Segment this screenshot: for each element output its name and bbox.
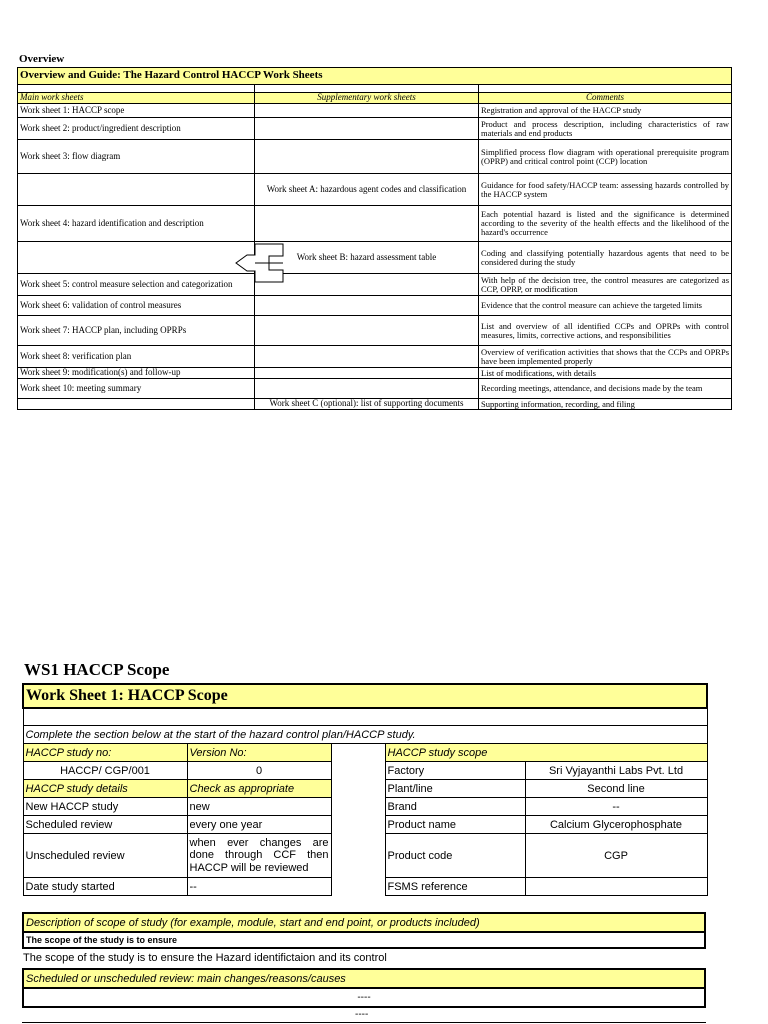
review-label: Scheduled or unscheduled review: main changes/reasons/causes [23,969,705,988]
ws1-instruction: Complete the section below at the start of the hazard control plan/HACCP study. [23,726,707,744]
plant-line-label: Plant/line [385,780,525,798]
check-label: Check as appropriate [187,780,331,798]
overview-row [18,379,732,399]
supplementary-sheet-cell [255,316,479,346]
comment-cell: Supporting information, recording, and filing [479,399,732,410]
scope-short-value[interactable]: The scope of the study is to ensure [23,932,705,948]
supplementary-sheet-cell [255,206,479,242]
description-label: Description of scope of study (for example, module, start and end point, or products included) [23,913,705,932]
product-name-label: Product name [385,816,525,834]
overview-row [18,316,732,346]
column-header-supplementary: Supplementary work sheets [255,93,479,104]
overview-row [18,242,732,274]
spacer-cell [479,85,732,93]
overview-title: Overview and Guide: The Hazard Control HACCP Work Sheets [18,68,732,85]
version-value[interactable]: 0 [187,762,331,780]
overview-row [18,399,732,410]
scope-description-box [22,912,706,949]
comment-cell: With help of the decision tree, the control measures are categorized as CCP, OPRP, or modification [479,274,732,296]
overview-row [18,206,732,242]
separator-cell [331,744,385,896]
ws1-heading: WS1 HACCP Scope [24,660,170,679]
supplementary-sheet-cell [255,274,479,296]
comment-cell: Overview of verification activities that shows that the CCPs and OPRPs have been implemented properly [479,346,732,368]
comment-cell: Each potential hazard is listed and the significance is determined according to the severity of the health effects and the likelihood of the hazard's occurrence [479,206,732,242]
scope-full-text: The scope of the study is to ensure the Hazard identifictaion and its control [23,952,387,964]
ws1-table [22,683,708,896]
blank-row [23,708,707,726]
overview-rows [18,104,732,410]
comment-cell: List and overview of all identified CCPs and OPRPs with control measures, limits, corrective actions, and responsibilities [479,316,732,346]
factory-value[interactable]: Sri Vyjayanthi Labs Pvt. Ltd [525,762,707,780]
brand-label: Brand [385,798,525,816]
spacer-cell [255,85,479,93]
fsms-reference-label: FSMS reference [385,878,525,896]
overview-row [18,118,732,140]
new-study-label: New HACCP study [23,798,187,816]
bottom-divider [22,1022,706,1023]
comment-cell: Product and process description, including characteristics of raw materials and end products [479,118,732,140]
overview-row [18,346,732,368]
plant-line-value[interactable]: Second line [525,780,707,798]
main-sheet-cell: Work sheet 8: verification plan [18,346,255,368]
scheduled-review-label: Scheduled review [23,816,187,834]
supplementary-sheet-cell [255,296,479,316]
new-study-value[interactable]: new [187,798,331,816]
scheduled-review-value[interactable]: every one year [187,816,331,834]
main-sheet-cell [18,399,255,410]
main-sheet-cell: Work sheet 7: HACCP plan, including OPRPs [18,316,255,346]
main-sheet-cell: Work sheet 1: HACCP scope [18,104,255,118]
overview-row [18,274,732,296]
main-sheet-cell [18,242,255,274]
unscheduled-review-value[interactable]: when ever changes are done through CCF then HACCP will be reviewed [187,834,331,878]
overview-row [18,174,732,206]
spacer-cell [18,85,255,93]
comment-cell: Simplified process flow diagram with operational prerequisite program (OPRP) and critical control point (CCP) location [479,140,732,174]
main-sheet-cell: Work sheet 6: validation of control measures [18,296,255,316]
overview-row [18,140,732,174]
comment-cell: List of modifications, with details [479,368,732,379]
supplementary-sheet-cell [255,104,479,118]
date-started-label: Date study started [23,878,187,896]
supplementary-sheet-cell [255,346,479,368]
main-sheet-cell: Work sheet 3: flow diagram [18,140,255,174]
product-code-label: Product code [385,834,525,878]
review-box [22,968,706,1008]
column-header-comments: Comments [479,93,732,104]
overview-row [18,104,732,118]
ws1-title: Work Sheet 1: HACCP Scope [23,684,707,708]
main-sheet-cell: Work sheet 2: product/ingredient description [18,118,255,140]
date-started-value[interactable]: -- [187,878,331,896]
supplementary-sheet-cell: Work sheet A: hazardous agent codes and classification [255,174,479,206]
overview-row [18,296,732,316]
supplementary-sheet-cell [255,379,479,399]
column-header-main: Main work sheets [18,93,255,104]
comment-cell: Guidance for food safety/HACCP team: assessing hazards controlled by the HACCP system [479,174,732,206]
version-label: Version No: [187,744,331,762]
product-name-value[interactable]: Calcium Glycerophosphate [525,816,707,834]
supplementary-sheet-cell: Work sheet C (optional): list of supporting documents [255,399,479,410]
fsms-reference-value[interactable] [525,878,707,896]
brand-value[interactable]: -- [525,798,707,816]
study-scope-label: HACCP study scope [385,744,707,762]
supplementary-sheet-cell [255,368,479,379]
supplementary-sheet-cell: Work sheet B: hazard assessment table [255,242,479,274]
comment-cell: Recording meetings, attendance, and decisions made by the team [479,379,732,399]
study-no-label: HACCP study no: [23,744,187,762]
left-arrow-icon [235,243,285,285]
overview-heading: Overview [19,53,65,65]
comment-cell: Evidence that the control measure can achieve the targeted limits [479,296,732,316]
comment-cell: Registration and approval of the HACCP study [479,104,732,118]
unscheduled-review-label: Unscheduled review [23,834,187,878]
review-value[interactable]: ---- [23,988,705,1007]
overview-table [17,67,732,410]
main-sheet-cell: Work sheet 10: meeting summary [18,379,255,399]
supplementary-sheet-cell [255,118,479,140]
study-details-label: HACCP study details [23,780,187,798]
overview-row [18,368,732,379]
main-sheet-cell [18,174,255,206]
comment-cell: Coding and classifying potentially hazardous agents that need to be considered during the study [479,242,732,274]
main-sheet-cell: Work sheet 9: modification(s) and follow-up [18,368,255,379]
study-no-value[interactable]: HACCP/ CGP/001 [23,762,187,780]
review-value-second: ---- [355,1009,369,1020]
factory-label: Factory [385,762,525,780]
main-sheet-cell: Work sheet 5: control measure selection and categorization [18,274,255,296]
main-sheet-cell: Work sheet 4: hazard identification and description [18,206,255,242]
product-code-value[interactable]: CGP [525,834,707,878]
supplementary-sheet-cell [255,140,479,174]
